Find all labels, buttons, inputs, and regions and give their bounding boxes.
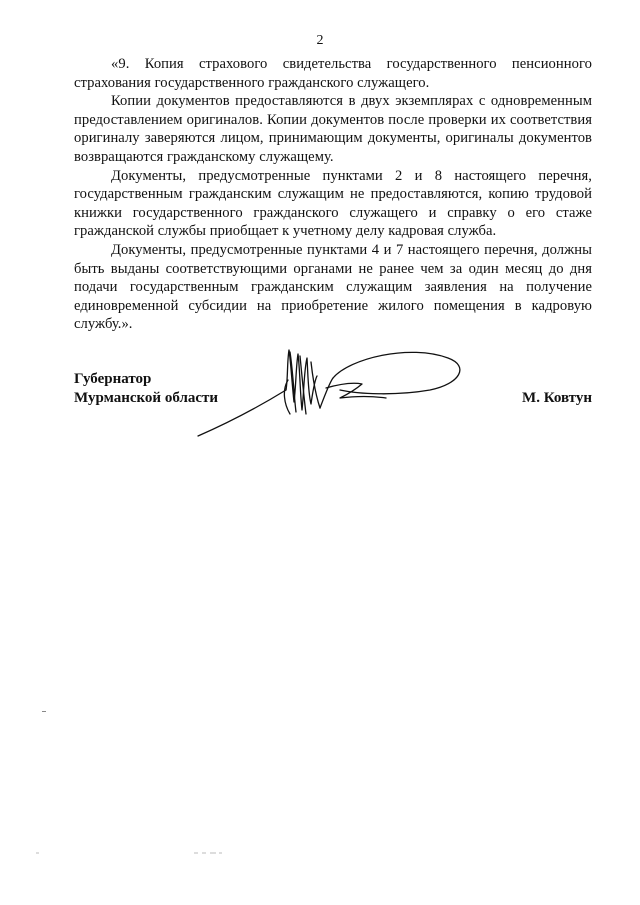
paragraph-1: «9. Копия страхового свидетельства государственного пенсионного страхования государственного гражданского служащего. xyxy=(74,56,592,91)
page-number: 2 xyxy=(316,33,324,48)
scan-speck xyxy=(42,711,46,712)
paragraph-2: Копии документов предоставляются в двух экземплярах с одновременным предоставлением оригиналов. Копии документов после проверки их соответствия оригиналу заверяются лицом, принимающим документы, оригиналы документов возвращаются гражданскому служащему. xyxy=(74,93,592,165)
paragraph-4: Документы, предусмотренные пунктами 4 и 7 настоящего перечня, должны быть выданы соответствующими органами не ранее чем за один месяц до дня подачи государственным гражданским служащим заявления на получение единовременной субсидии на приобретение жилого помещения в кадровую службу.». xyxy=(74,241,592,333)
scan-artifact-line xyxy=(36,851,256,855)
signatory-title-line-2: Мурманской области xyxy=(74,390,219,406)
handwritten-signature xyxy=(190,340,470,440)
signatory-name: М. Ковтун xyxy=(522,390,592,406)
paragraph-3: Документы, предусмотренные пунктами 2 и 8 настоящего перечня, государственным гражданским служащим не предоставляются, копию трудовой книжки государственного гражданского служащего и справку о его стаже гражданской службы приобщает к учетному делу кадровая служба. xyxy=(74,167,592,240)
document-body xyxy=(74,55,592,334)
signatory-title-line-1: Губернатор xyxy=(74,371,152,387)
